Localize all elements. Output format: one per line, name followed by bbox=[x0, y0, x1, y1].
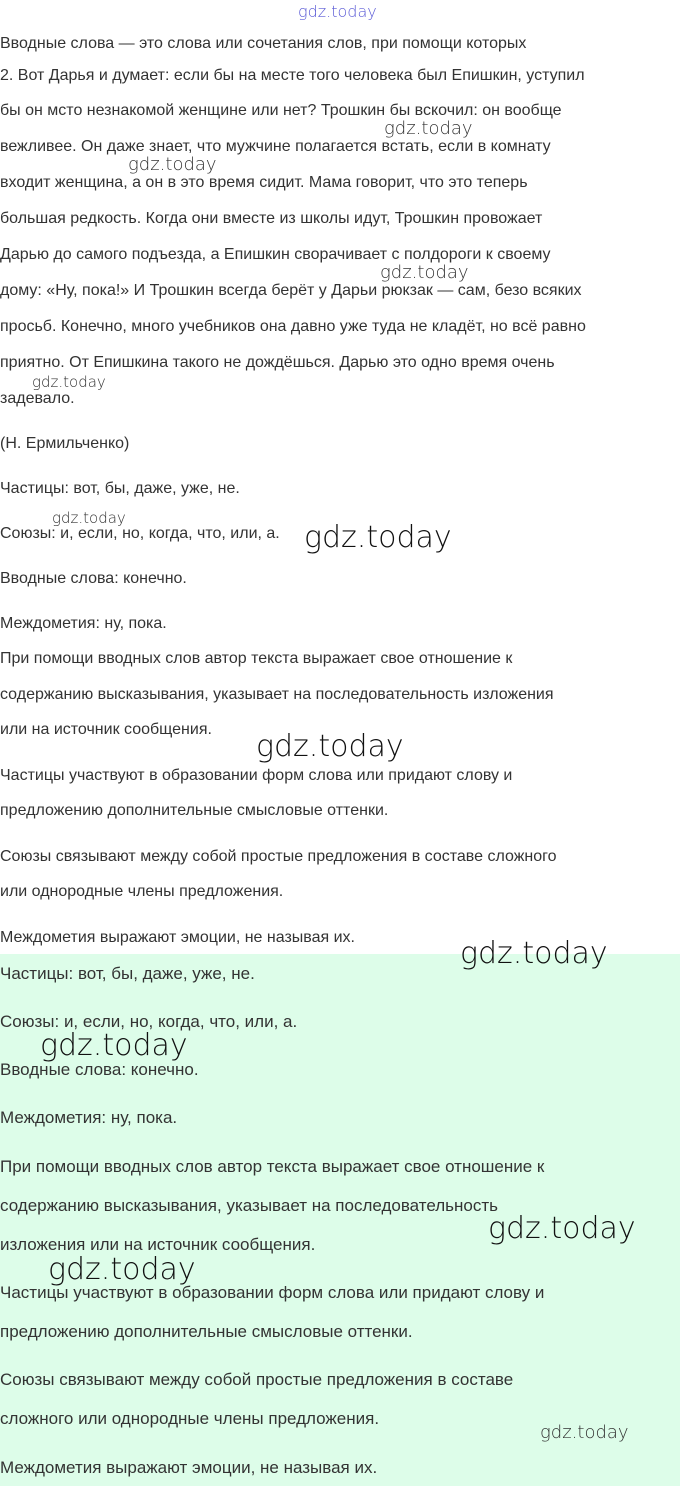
text-line: Союзы связывают между собой простые предложения в составе сложного bbox=[0, 848, 557, 865]
text-line: Частицы: вот, бы, даже, уже, не. bbox=[0, 480, 240, 497]
text-line: большая редкость. Когда они вместе из школы идут, Трошкин провожает bbox=[0, 210, 543, 227]
answer-line: Междометия выражают эмоции, не называя их. bbox=[0, 1458, 378, 1477]
watermark: gdz.today bbox=[128, 154, 217, 175]
text-line: или однородные члены предложения. bbox=[0, 883, 284, 900]
answer-line: Союзы: и, если, но, когда, что, или, а. bbox=[0, 1012, 298, 1031]
watermark: gdz.today bbox=[40, 1028, 188, 1063]
watermark: gdz.today bbox=[540, 1422, 629, 1443]
text-line: При помощи вводных слов автор текста выражает свое отношение к bbox=[0, 650, 513, 667]
answer-line: предложению дополнительные смысловые оттенки. bbox=[0, 1322, 413, 1341]
text-line: вежливее. Он даже знает, что мужчине полагается встать, если в комнату bbox=[0, 138, 551, 155]
watermark: gdz.today bbox=[256, 729, 404, 764]
text-line: Дарью до самого подъезда, а Епишкин сворачивает с полдороги к своему bbox=[0, 246, 551, 263]
watermark: gdz.today bbox=[304, 520, 452, 555]
answer-line: Частицы: вот, бы, даже, уже, не. bbox=[0, 964, 255, 983]
text-line: бы он мсто незнакомой женщине или нет? Трошкин бы вскочил: он вообще bbox=[0, 102, 562, 119]
answer-line: Союзы связывают между собой простые предложения в составе bbox=[0, 1370, 514, 1389]
text-line: Частицы участвуют в образовании форм слова или придают слову и bbox=[0, 767, 513, 784]
text-line: Вводные слова: конечно. bbox=[0, 570, 187, 587]
watermark: gdz.today bbox=[52, 509, 126, 527]
text-line: просьб. Конечно, много учебников она давно уже туда не кладёт, но всё равно bbox=[0, 318, 586, 335]
answer-line: Вводные слова: конечно. bbox=[0, 1060, 199, 1079]
watermark: gdz.today bbox=[380, 262, 469, 283]
text-line: Вводные слова — это слова или сочетания слов, при помощи которых bbox=[0, 35, 527, 52]
answer-line: содержанию высказывания, указывает на последовательность bbox=[0, 1196, 499, 1215]
text-line: или на источник сообщения. bbox=[0, 721, 212, 738]
watermark: gdz.today bbox=[32, 373, 106, 391]
answer-line: сложного или однородные члены предложения. bbox=[0, 1409, 380, 1428]
watermark: gdz.today bbox=[488, 1211, 636, 1246]
text-line: Междометия: ну, пока. bbox=[0, 615, 167, 632]
answer-line: При помощи вводных слов автор текста выражает свое отношение к bbox=[0, 1157, 545, 1176]
author-line: (Н. Ермильченко) bbox=[0, 435, 130, 452]
text-line: приятно. От Епишкина такого не дождёшься. Дарью это одно время очень bbox=[0, 354, 555, 371]
answer-line: Частицы участвуют в образовании форм слова или придают слову и bbox=[0, 1283, 545, 1302]
text-line: входит женщина, а он в это время сидит. Мама говорит, что это теперь bbox=[0, 174, 528, 191]
watermark: gdz.today bbox=[460, 936, 608, 971]
watermark: gdz.today bbox=[384, 118, 473, 139]
answer-line: Междометия: ну, пока. bbox=[0, 1108, 178, 1127]
text-line: Союзы: и, если, но, когда, что, или, а. bbox=[0, 525, 280, 542]
watermark: gdz.today bbox=[48, 1252, 196, 1287]
text-line: 2. Вот Дарья и думает: если бы на месте того человека был Епишкин, уступил bbox=[0, 67, 585, 84]
text-line: содержанию высказывания, указывает на последовательность изложения bbox=[0, 686, 554, 703]
text-line: предложению дополнительные смысловые оттенки. bbox=[0, 802, 389, 819]
text-line: задевало. bbox=[0, 390, 75, 407]
watermark: gdz.today bbox=[298, 2, 377, 21]
text-line: Междометия выражают эмоции, не называя их. bbox=[0, 929, 355, 946]
text-line: дому: «Ну, пока!» И Трошкин всегда берёт у Дарьи рюкзак — сам, безо всяких bbox=[0, 282, 582, 299]
answer-line: изложения или на источник сообщения. bbox=[0, 1235, 316, 1254]
